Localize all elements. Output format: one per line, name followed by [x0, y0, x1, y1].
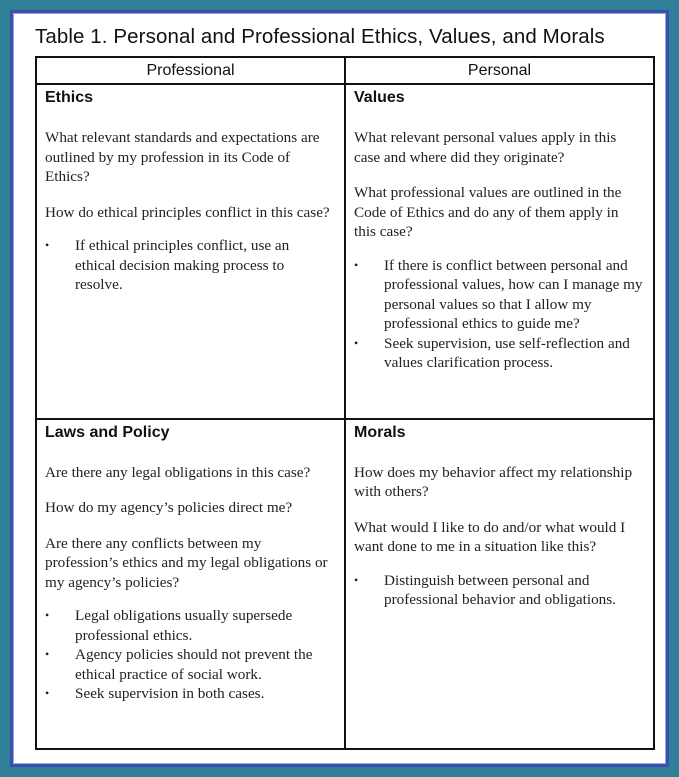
ethics-heading: Ethics [45, 89, 94, 106]
values-bullet-2: Seek supervision, use self-reflection and values clarification process. [384, 334, 630, 371]
morals-bullet-1: Distinguish between personal and professional behavior and obligations. [384, 571, 616, 609]
bullet-icon: • [354, 335, 359, 350]
ethics-question-2: How do ethical principles conflict in this case? [45, 203, 330, 221]
laws-bullet-1: Legal obligations usually supersede professional ethics. [75, 607, 293, 644]
values-bullet-1: If there is conflict between personal and professional values, how can I manage my personal values so that I allow my professional ethics to guide me? [384, 256, 643, 332]
bullet-icon: • [45, 647, 50, 662]
values-cell [345, 84, 654, 419]
ethics-table [35, 56, 655, 750]
values-heading: Values [354, 89, 405, 106]
list-item [354, 256, 646, 334]
values-bullet-list [354, 256, 645, 373]
table-title: Table 1. Personal and Professional Ethics, Values, and Morals [35, 25, 605, 48]
morals-heading: Morals [354, 423, 406, 441]
list-item [45, 645, 333, 684]
laws-bullet-2: Agency policies should not prevent the ethical practice of social work. [75, 646, 313, 683]
laws-heading: Laws and Policy [45, 423, 170, 441]
column-header-personal: Personal [345, 57, 654, 84]
list-item [354, 334, 646, 373]
list-item [45, 684, 333, 704]
list-item [45, 236, 323, 295]
column-header-professional: Professional [36, 57, 345, 84]
bullet-icon: • [45, 608, 50, 623]
bullet-icon: • [354, 257, 359, 272]
ethics-cell [36, 84, 345, 419]
ethics-bullet-1: If ethical principles conflict, use an ethical decision making process to resolve. [75, 237, 290, 293]
morals-bullet-list [354, 571, 645, 610]
morals-cell [345, 419, 654, 749]
laws-cell [36, 419, 345, 749]
ethics-question-1: What relevant standards and expectations are outlined by my profession in its Code of Ethics? [45, 129, 320, 185]
bullet-icon: • [45, 686, 50, 701]
laws-question-2: How do my agency’s policies direct me? [45, 499, 293, 517]
bullet-icon: • [45, 238, 50, 252]
laws-question-3: Are there any conflicts between my profession’s ethics and my legal obligations or my agency’s policies? [45, 534, 328, 591]
morals-question-2: What would I like to do and/or what would I want done to me in a situation like this? [354, 518, 626, 556]
ethics-bullet-list [45, 236, 336, 295]
list-item [354, 571, 632, 610]
laws-bullet-list [45, 606, 336, 704]
bullet-icon: • [354, 572, 359, 587]
document-frame [10, 10, 669, 767]
list-item [45, 606, 333, 645]
laws-question-1: Are there any legal obligations in this case? [45, 463, 311, 481]
table-row [36, 84, 654, 419]
values-question-2: What professional values are outlined in the Code of Ethics and do any of them apply in this case? [354, 184, 622, 240]
header-row [36, 57, 654, 84]
morals-question-1: How does my behavior affect my relationship with others? [354, 463, 633, 501]
laws-bullet-3: Seek supervision in both cases. [75, 685, 265, 703]
table-row [36, 419, 654, 749]
values-question-1: What relevant personal values apply in this case and where did they originate? [354, 129, 617, 166]
